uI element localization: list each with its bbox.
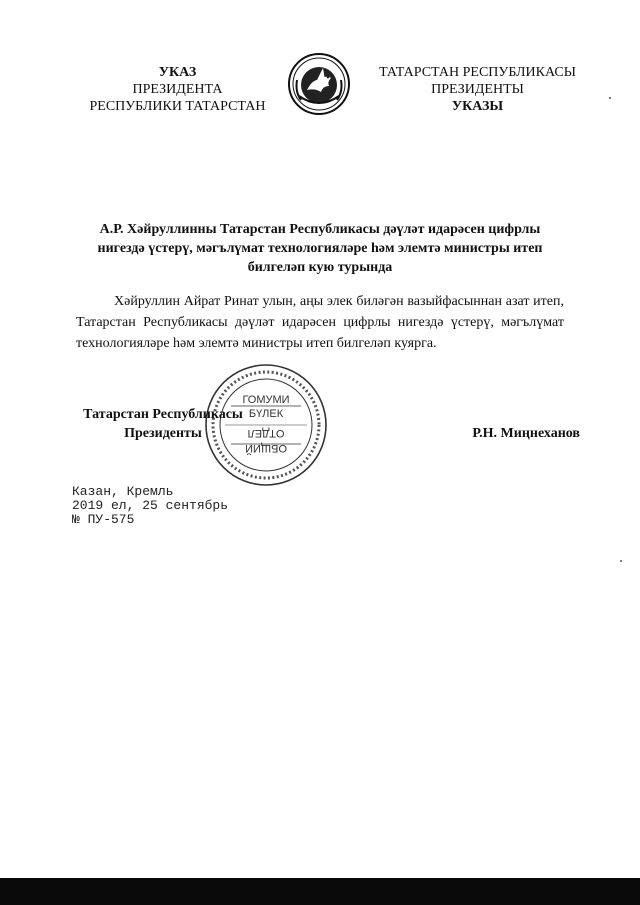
scan-speck (620, 560, 622, 562)
scan-speck (609, 97, 611, 99)
header-tt-line2: ПРЕЗИДЕНТЫ (431, 82, 524, 97)
document-title (78, 220, 562, 277)
footer-date: 2019 ел, 25 сентябрь (72, 498, 229, 513)
header-tt-line3: УКАЗЫ (451, 99, 504, 114)
stamp-line3: ОТДЕЛ (247, 427, 285, 439)
signature-title-line1: Татарстан Республикасы (83, 407, 243, 422)
title-line3: билгеләп кую турында (247, 260, 393, 275)
header-tt-line1: ТАТАРСТАН РЕСПУБЛИКАСЫ (379, 65, 576, 80)
header-russian (70, 64, 285, 115)
signature-name: Р.Н. Миңнеханов (472, 426, 580, 441)
header-tatar (360, 64, 595, 115)
header-ru-line2: ПРЕЗИДЕНТА (132, 82, 223, 97)
stamp-line2: БҮЛЕК (248, 408, 284, 420)
signature-title-line2: Президенты (124, 426, 202, 441)
scan-edge (0, 878, 640, 905)
header-ru-line1: УКАЗ (158, 65, 197, 80)
footer-place: Казан, Кремль (72, 484, 174, 499)
title-line2: нигездә үстерү, мәгълүмат технологияләре һәм элемтә министры итеп (97, 241, 543, 256)
document-footer (72, 485, 228, 527)
signature-position (78, 405, 248, 443)
footer-number: № ПУ-575 (72, 512, 135, 527)
header-ru-line3: РЕСПУБЛИКИ ТАТАРСТАН (89, 99, 266, 114)
tatarstan-coat-of-arms-icon (287, 52, 351, 116)
document-body: Хәйруллин Айрат Ринат улын, аңы элек биләгән вазыйфасыннан азат итеп, Татарстан Республикасы дәүләт идарәсен цифрлы нигездә үстерү, мәгълүмат технологияләре һәм элемтә министры итеп билгеләп куярга. (76, 294, 564, 351)
stamp-line1: ГОМУМИ (242, 394, 290, 406)
stamp-line4: ОБЩИЙ (245, 442, 287, 454)
title-line1: А.Р. Хәйруллинны Татарстан Республикасы дәүләт идарәсен цифрлы (99, 222, 541, 237)
